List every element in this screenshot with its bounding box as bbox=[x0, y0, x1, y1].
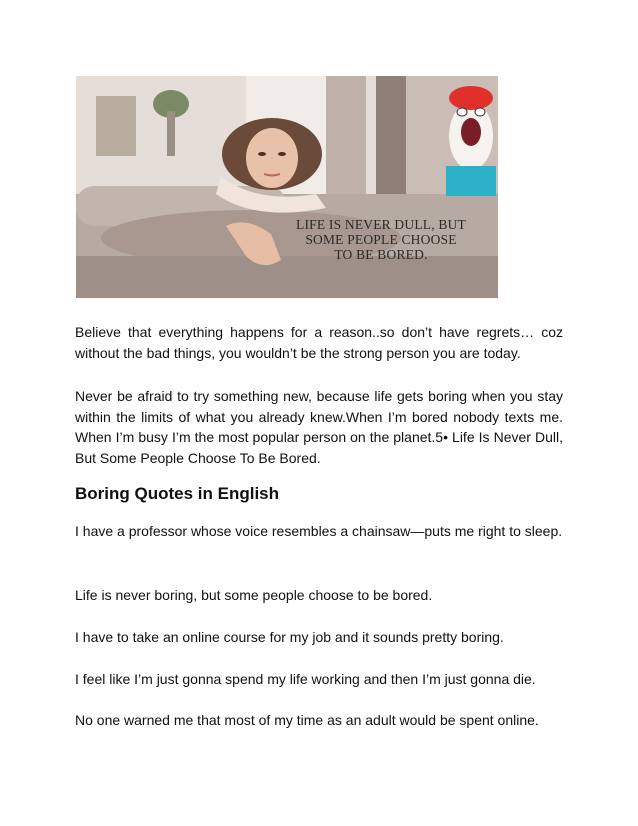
section-heading: Boring Quotes in English bbox=[75, 484, 279, 503]
paragraph-try-new: Never be afraid to try something new, because life gets boring when you stay within the limits of what you already knew.When I’m bored nobody texts me. When I’m busy I’m the most popular person on the planet.5• Life Is Never Dull, But Some People Choose To Be Bored. bbox=[75, 388, 563, 466]
paragraph-regrets: Believe that everything happens for a reason..so don’t have regrets… coz without the bad things, you wouldn’t be the strong person you are today. bbox=[75, 324, 563, 361]
quote-item: No one warned me that most of my time as an adult would be spent online. bbox=[75, 712, 539, 728]
caption-line: SOME PEOPLE CHOOSE bbox=[305, 232, 457, 247]
quote-item: I have to take an online course for my job and it sounds pretty boring. bbox=[75, 629, 504, 645]
quote-item: Life is never boring, but some people choose to be bored. bbox=[75, 587, 433, 603]
quote-item: I feel like I’m just gonna spend my life working and then I’m just gonna die. bbox=[75, 671, 536, 687]
quote-item: I have a professor whose voice resembles a chainsaw—puts me right to sleep. bbox=[75, 523, 563, 539]
bored-woman-illustration bbox=[76, 76, 498, 298]
caption-line: TO BE BORED. bbox=[334, 247, 428, 262]
image-caption bbox=[290, 217, 472, 262]
caption-line: LIFE IS NEVER DULL, BUT bbox=[296, 217, 466, 232]
article-image bbox=[76, 76, 498, 298]
